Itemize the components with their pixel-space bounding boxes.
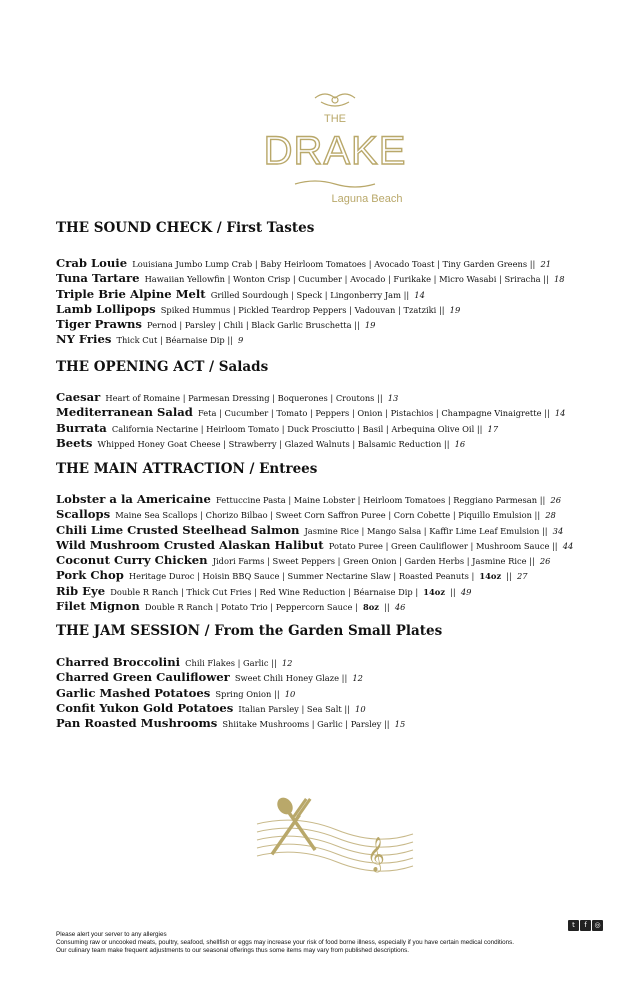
section-items-jam-session xyxy=(56,653,626,729)
menu-item xyxy=(56,388,626,403)
menu-item: Pork Chop Heritage Duroc | Hoisin BBQ Sauce | Summer Nectarine Slaw | Roasted Peanuts | 14oz || 27 xyxy=(56,568,528,583)
menu-item xyxy=(56,403,626,418)
item-price: 12 xyxy=(352,673,363,684)
item-price: 13 xyxy=(387,393,399,403)
item-name: Wild Mushroom Crusted Alaskan Halibut xyxy=(56,537,324,552)
item-price: 18 xyxy=(553,274,565,285)
item-name: Crab Louie xyxy=(56,256,128,270)
item-price: 10 xyxy=(284,688,296,699)
item-desc: Jasmine Rice | Mango Salsa | Kaffir Lime Leaf Emulsion || xyxy=(304,525,548,536)
item-name: Triple Brie Alpine Melt xyxy=(56,286,206,301)
twitter-icon[interactable]: t xyxy=(568,920,579,931)
item-ounce: 8oz xyxy=(363,602,380,613)
cutlery-music-graphic xyxy=(255,796,415,876)
menu-item xyxy=(56,653,626,668)
item-price: 10 xyxy=(355,703,366,714)
section-items-opening-act xyxy=(56,388,626,449)
item-name: Pan Roasted Mushrooms xyxy=(56,716,218,731)
allergy-note: Please alert your server to any allergies xyxy=(56,931,167,938)
item-price: 9 xyxy=(238,335,244,346)
menu-item xyxy=(56,315,626,330)
logo-the: THE xyxy=(324,113,346,125)
item-name: Rib Eye xyxy=(56,583,106,598)
item-name: NY Fries xyxy=(56,332,112,347)
menu-item xyxy=(56,419,626,434)
item-name: Pork Chop xyxy=(56,568,124,583)
item-desc: California Nectarine | Heirloom Tomato | Duck Prosciutto | Basil | Arbequina Olive Oil || xyxy=(111,423,483,434)
item-desc: Potato Puree | Green Cauliflower | Mushroom Sauce || xyxy=(328,540,558,551)
item-price: 19 xyxy=(364,320,376,331)
item-price: 12 xyxy=(281,658,293,668)
item-desc: Whipped Honey Goat Cheese | Strawberry | Glazed Walnuts | Balsamic Reduction || xyxy=(97,438,450,449)
menu-item xyxy=(56,521,626,536)
section-items-sound-check xyxy=(56,254,626,346)
menu-item xyxy=(56,699,626,714)
item-price: 17 xyxy=(487,423,499,434)
logo-graphic xyxy=(255,88,415,212)
menu-item: Filet Mignon Double R Ranch | Potato Trio | Peppercorn Sauce | 8oz || 46 xyxy=(56,599,406,614)
item-name: Beets xyxy=(56,435,93,450)
item-price: 15 xyxy=(394,719,406,730)
item-price: 26 xyxy=(539,556,551,567)
section-title-opening-act: THE OPENING ACT / Salads xyxy=(56,359,269,375)
music-staff-icon xyxy=(255,796,415,876)
item-name: Chili Lime Crusted Steelhead Salmon xyxy=(56,522,300,537)
item-name: Caesar xyxy=(56,390,101,404)
item-name: Confit Yukon Gold Potatoes xyxy=(56,700,234,715)
menu-item xyxy=(56,551,626,566)
drake-logo xyxy=(255,88,415,212)
item-name: Tuna Tartare xyxy=(56,271,140,286)
item-ounce: 14oz xyxy=(423,586,446,597)
menu-item xyxy=(56,330,626,345)
item-price: 14 xyxy=(554,408,566,419)
item-name: Scallops xyxy=(56,507,111,522)
item-desc: Italian Parsley | Sea Salt || xyxy=(238,703,350,714)
item-name: Lobster a la Americaine xyxy=(56,492,211,506)
item-desc: Pernod | Parsley | Chili | Black Garlic Bruschetta || xyxy=(147,320,360,331)
item-price: 14 xyxy=(414,289,425,300)
item-name: Charred Green Cauliflower xyxy=(56,670,230,685)
item-desc: Sweet Chili Honey Glaze || xyxy=(234,673,348,684)
section-title-sound-check: THE SOUND CHECK / First Tastes xyxy=(56,220,315,236)
item-ounce: 14oz xyxy=(479,571,502,582)
section-title-jam-session: THE JAM SESSION / From the Garden Small Plates xyxy=(56,623,443,639)
item-price: 27 xyxy=(516,571,528,582)
item-desc: Double R Ranch | Potato Trio | Peppercorn Sauce | xyxy=(144,602,358,613)
item-price: 44 xyxy=(562,540,574,551)
item-price: 28 xyxy=(545,510,556,521)
item-name: Mediterranean Salad xyxy=(56,405,193,420)
item-desc: Jidori Farms | Sweet Peppers | Green Onion | Garden Herbs | Jasmine Rice || xyxy=(212,556,535,567)
item-desc: Shiitake Mushrooms | Garlic | Parsley || xyxy=(222,719,390,730)
logo-drake: DRAKE xyxy=(263,129,407,173)
item-desc: Louisiana Jumbo Lump Crab | Baby Heirloom Tomatoes | Avocado Toast | Tiny Garden Greens || xyxy=(132,259,536,269)
menu-item xyxy=(56,714,626,729)
raw-food-warning: Consuming raw or uncooked meats, poultry, seafood, shellfish or eggs may increase your risk of food borne illness, especially if you have certain medical conditions. xyxy=(56,939,515,947)
footer-notes xyxy=(56,931,616,956)
item-name: Filet Mignon xyxy=(56,599,140,614)
item-name: Burrata xyxy=(56,420,107,435)
item-price: 19 xyxy=(449,304,461,315)
item-desc: Fettuccine Pasta | Maine Lobster | Heirloom Tomatoes | Reggiano Parmesan || xyxy=(215,495,546,505)
item-price: 26 xyxy=(550,495,561,505)
item-desc: Thick Cut | Béarnaise Dip || xyxy=(116,335,233,346)
item-desc: Heritage Duroc | Hoisin BBQ Sauce | Summer Nectarine Slaw | Roasted Peanuts | xyxy=(128,571,475,582)
item-price: 34 xyxy=(552,525,564,536)
section-items-main-attraction xyxy=(56,490,626,612)
item-name: Coconut Curry Chicken xyxy=(56,553,208,568)
item-desc: Spiked Hummus | Pickled Teardrop Peppers | Vadouvan | Tzatziki || xyxy=(160,304,445,315)
item-price: 16 xyxy=(454,438,466,449)
menu-item xyxy=(56,285,626,300)
menu-item xyxy=(56,536,626,551)
section-title-main-attraction: THE MAIN ATTRACTION / Entrees xyxy=(56,461,318,477)
menu-item: Rib Eye Double R Ranch | Thick Cut Fries | Red Wine Reduction | Béarnaise Dip | 14oz || 49 xyxy=(56,583,472,598)
menu-item xyxy=(56,668,626,683)
item-name: Tiger Prawns xyxy=(56,317,142,332)
item-name: Charred Broccolini xyxy=(56,655,181,669)
menu-item xyxy=(56,505,626,520)
item-desc: Grilled Sourdough | Speck | Lingonberry Jam || xyxy=(210,289,410,300)
item-price: 49 xyxy=(460,586,472,597)
item-desc: Hawaiian Yellowfin | Wonton Crisp | Cucumber | Avocado | Furikake | Micro Wasabi | Sriracha || xyxy=(144,274,549,285)
seasonal-note: Our culinary team make frequent adjustments to our seasonal offerings thus some items may vary from published descriptions. xyxy=(56,947,410,955)
social-icons xyxy=(568,920,603,931)
item-desc: Chili Flakes | Garlic || xyxy=(185,658,277,668)
facebook-icon[interactable]: f xyxy=(580,920,591,931)
item-name: Garlic Mashed Potatoes xyxy=(56,685,211,700)
item-desc: Double R Ranch | Thick Cut Fries | Red Wine Reduction | Béarnaise Dip | xyxy=(110,586,419,597)
menu-item xyxy=(56,269,626,284)
menu-item xyxy=(56,684,626,699)
logo-location: Laguna Beach xyxy=(331,193,403,205)
item-desc: Heart of Romaine | Parmesan Dressing | Boquerones | Croutons || xyxy=(105,393,383,403)
item-desc: Maine Sea Scallops | Chorizo Bilbao | Sweet Corn Saffron Puree | Corn Cobette | Piquillo Emulsion || xyxy=(115,510,541,521)
menu-item xyxy=(56,434,626,449)
item-desc: Spring Onion || xyxy=(215,688,280,699)
instagram-icon[interactable]: ◎ xyxy=(592,920,603,931)
item-desc: Feta | Cucumber | Tomato | Peppers | Onion | Pistachios | Champagne Vinaigrette || xyxy=(197,408,550,419)
svg-text:𝄞: 𝄞 xyxy=(367,837,385,872)
item-name: Lamb Lollipops xyxy=(56,301,156,316)
item-price: 21 xyxy=(540,259,551,269)
item-price: 46 xyxy=(394,602,406,613)
